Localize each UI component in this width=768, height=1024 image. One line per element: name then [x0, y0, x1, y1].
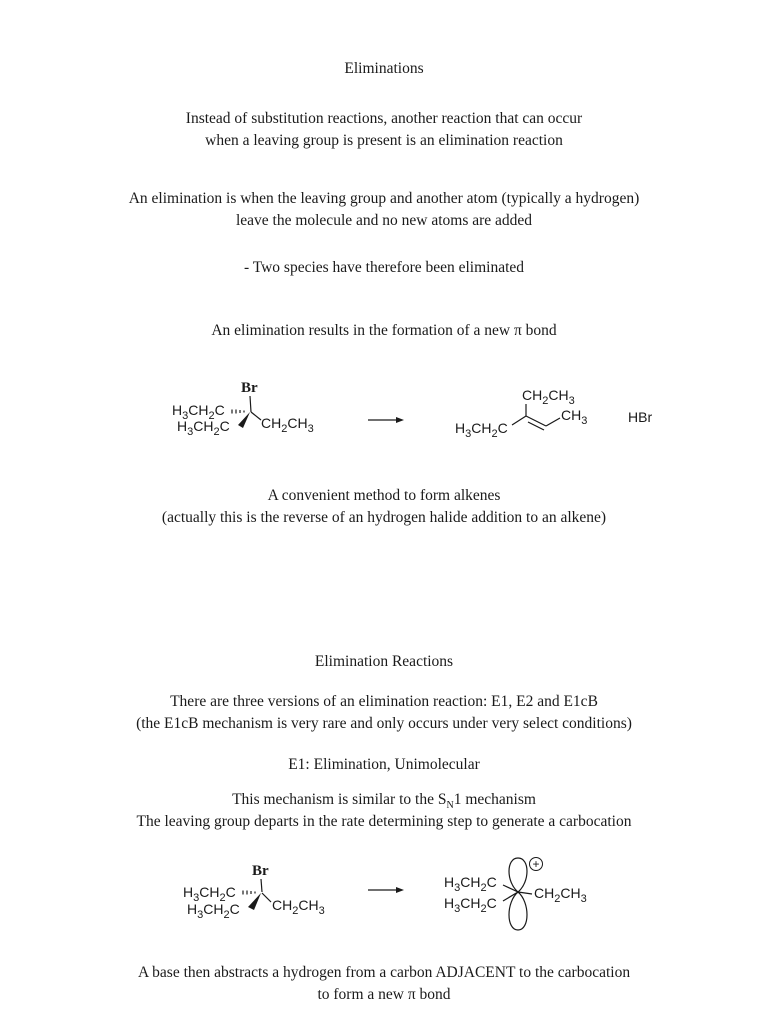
reaction-arrow-1: [368, 417, 404, 423]
reaction-scheme-2: [0, 852, 768, 952]
hashed-wedge-bond-2: [243, 891, 255, 895]
page-title: Eliminations: [344, 60, 424, 77]
substituent-lower-left-2: $H_3CH_2C$: [187, 901, 240, 921]
positive-charge-sign: +: [532, 857, 540, 871]
substituent-upper-left: $H_3CH_2C$: [172, 402, 225, 422]
p-orbital-upper-lobe: [509, 858, 527, 892]
c-br-bond: [250, 396, 251, 412]
substituent-right: $CH_2CH_3$: [261, 415, 314, 435]
carbocation-lower-left: $H_3CH_2C$: [444, 895, 497, 915]
bond-to-methyl: [546, 418, 560, 426]
c-ethyl-bond: [251, 412, 261, 420]
base-line-1: A base then abstracts a hydrogen from a carbon ADJACENT to the carbocation: [137, 964, 631, 981]
reaction-scheme-1: [0, 370, 768, 470]
product-top-group: $CH_2CH_3$: [522, 387, 575, 407]
definition-line-2: leave the molecule and no new atoms are added: [235, 212, 533, 229]
substituent-lower-left: $H_3CH_2C$: [177, 418, 230, 438]
section-title: Elimination Reactions: [314, 653, 454, 670]
substituent-right-2: $CH_2CH_3$: [272, 897, 325, 917]
definition-line-1: An elimination is when the leaving group and another atom (typically a hydrogen): [128, 190, 640, 207]
carbocation-right: $CH_2CH_3$: [534, 885, 587, 905]
intro-line-1: Instead of substitution reactions, another reaction that can occur: [185, 110, 583, 127]
reactant-structure-1: [172, 380, 314, 438]
reaction-arrow-2: [368, 887, 404, 893]
convenient-line-1: A convenient method to form alkenes: [267, 487, 501, 504]
solid-wedge-bond: [238, 412, 250, 428]
reactant-structure-2: [183, 863, 325, 921]
carbocation-structure: [444, 857, 587, 930]
bromine-label: Br: [241, 380, 258, 396]
base-line-2: to form a new π bond: [317, 986, 451, 1003]
product-right-group: $CH_3$: [561, 407, 588, 427]
versions-line-1: There are three versions of an elimination reaction: E1, E2 and E1cB: [170, 693, 598, 710]
substituent-upper-left-2: $H_3CH_2C$: [183, 884, 236, 904]
convenient-line-2: (actually this is the reverse of an hydrogen halide addition to an alkene): [161, 509, 607, 526]
product-alkene: [455, 387, 587, 440]
intro-line-2: when a leaving group is present is an elimination reaction: [205, 132, 563, 149]
c-br-bond-2: [261, 879, 262, 892]
similar-subscript: N: [446, 800, 454, 812]
similar-prefix: This mechanism is similar to the S: [232, 791, 447, 808]
versions-line-2: (the E1cB mechanism is very rare and only occurs under very select conditions): [136, 715, 632, 732]
bond-upper-left: [503, 885, 518, 892]
pi-bond-line: An elimination results in the formation of a new π bond: [211, 322, 557, 339]
hbr-byproduct: HBr: [628, 409, 653, 425]
e1-heading: E1: Elimination, Unimolecular: [288, 756, 480, 773]
bond-to-left-group: [512, 416, 526, 425]
carbocation-upper-left: $H_3CH_2C$: [444, 874, 497, 894]
similar-suffix: 1 mechanism: [453, 791, 536, 808]
bromine-label-2: Br: [252, 863, 269, 879]
p-orbital-lower-lobe: [509, 892, 527, 930]
solid-wedge-bond-2: [248, 893, 261, 910]
two-species-line: - Two species have therefore been eliminated: [243, 259, 525, 276]
hashed-wedge-bond: [232, 410, 244, 414]
rds-line: The leaving group departs in the rate determining step to generate a carbocation: [136, 813, 632, 830]
product-left-group: $H_3CH_2C$: [455, 420, 508, 440]
bond-lower-left: [503, 892, 518, 901]
double-bond-a: [526, 416, 546, 426]
c-ethyl-bond-2: [262, 893, 271, 902]
